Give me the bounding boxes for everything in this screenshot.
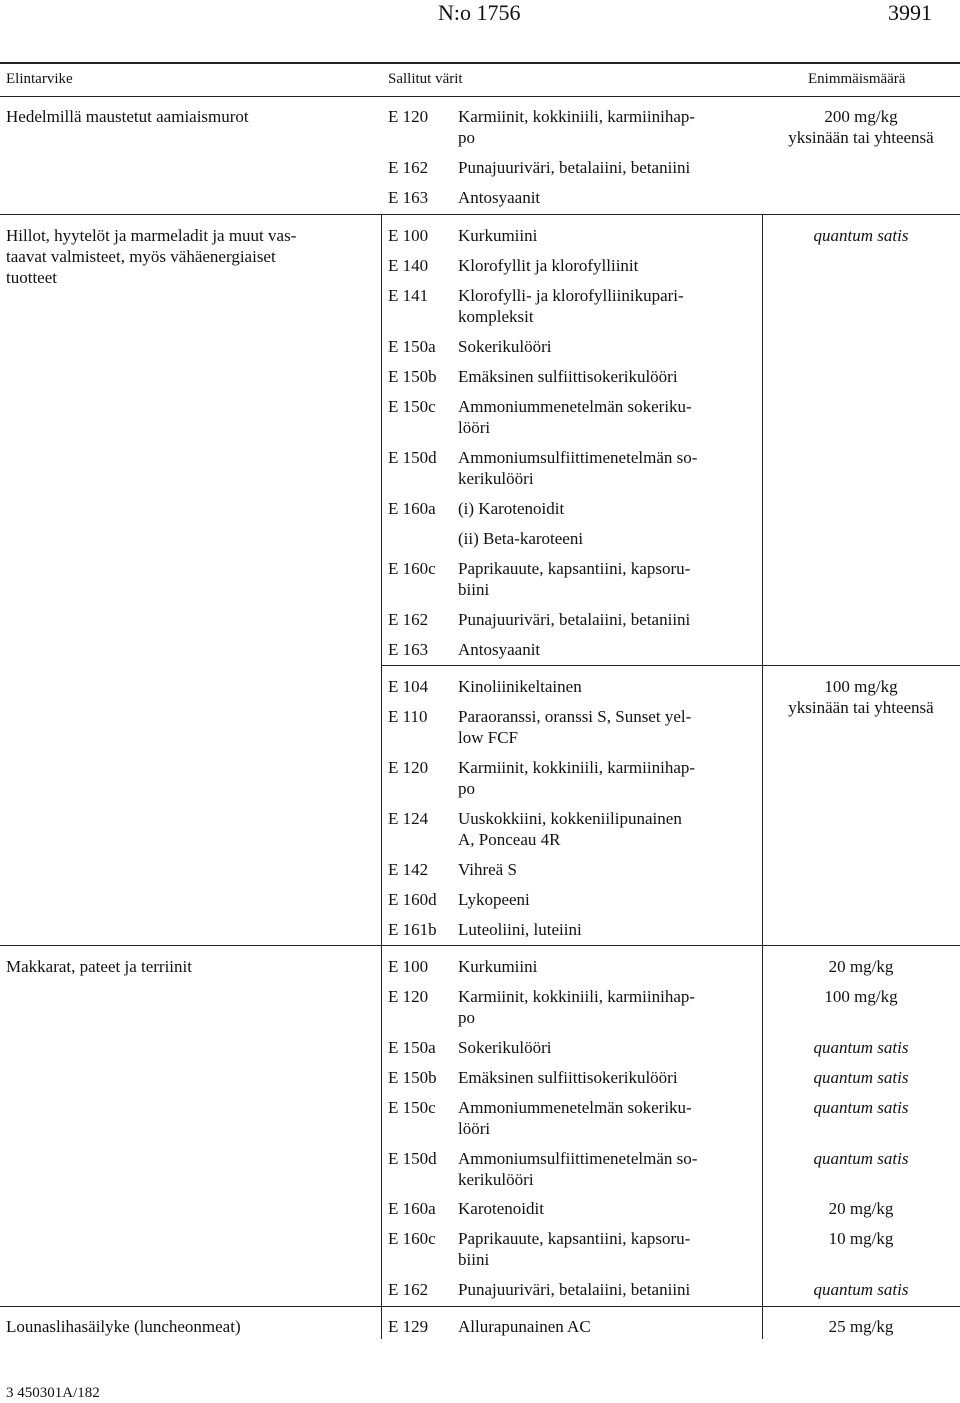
colour-name: Punajuuriväri, betalaiini, betaniini	[458, 610, 691, 629]
colour-code: E 150a	[388, 1038, 436, 1057]
colour-name: Paprikauute, kapsantiini, kapsoru-	[458, 1229, 691, 1248]
section-rule	[0, 1306, 960, 1307]
colour-name: Karmiinit, kokkiniili, karmiinihap-	[458, 107, 696, 126]
colour-code: E 160a	[388, 1199, 436, 1218]
max-amount: 200 mg/kg	[824, 107, 898, 126]
footer-reference: 3 450301A/182	[6, 1385, 100, 1401]
max-amount: 10 mg/kg	[828, 1229, 894, 1248]
colour-name: Sokerikulööri	[458, 1038, 552, 1057]
colour-code: E 100	[388, 226, 429, 245]
colour-name: Ammoniummenetelmän sokeriku-	[458, 397, 692, 416]
colour-name: Vihreä S	[458, 860, 517, 879]
colour-name: Punajuuriväri, betalaiini, betaniini	[458, 1280, 691, 1299]
colour-code: E 120	[388, 758, 429, 777]
colour-code: E 110	[388, 707, 428, 726]
colour-name: Klorofyllit ja klorofylliinit	[458, 256, 639, 275]
colour-name: kerikulööri	[458, 469, 534, 488]
colour-name: Karotenoidit	[458, 1199, 544, 1218]
colour-name: Allurapunainen AC	[458, 1317, 591, 1336]
colour-name: Kurkumiini	[458, 957, 538, 976]
max-amount: quantum satis	[813, 1280, 909, 1299]
food-name: Hillot, hyytelöt ja marmeladit ja muut vas-	[6, 226, 297, 245]
colour-code: E 162	[388, 1280, 429, 1299]
colour-code: E 104	[388, 677, 429, 696]
max-amount: quantum satis	[813, 1149, 909, 1168]
column-header-max: Enimmäismäärä	[808, 71, 906, 87]
max-amount: quantum satis	[813, 226, 909, 245]
colour-code: E 162	[388, 158, 429, 177]
colour-code: E 150b	[388, 1068, 437, 1087]
food-name: Lounaslihasäilyke (luncheonmeat)	[6, 1317, 241, 1336]
colour-code: E 150c	[388, 1098, 436, 1117]
max-amount: yksinään tai yhteensä	[788, 698, 934, 717]
colour-name: po	[458, 1008, 475, 1027]
colour-code: E 163	[388, 640, 429, 659]
colour-code: E 163	[388, 188, 429, 207]
colour-name: Klorofylli- ja klorofylliinikupari-	[458, 286, 684, 305]
colour-name: Antosyaanit	[458, 188, 541, 207]
max-amount: quantum satis	[813, 1068, 909, 1087]
colour-name: (i) Karotenoidit	[458, 499, 565, 518]
colour-code: E 160a	[388, 499, 436, 518]
colour-name: kerikulööri	[458, 1170, 534, 1189]
colour-name: lööri	[458, 1119, 491, 1138]
colour-name: Ammoniummenetelmän sokeriku-	[458, 1098, 692, 1117]
colour-name: biini	[458, 580, 490, 599]
colour-name: Lykopeeni	[458, 890, 530, 909]
column-header-colours: Sallitut värit	[388, 71, 463, 87]
colour-code: E 150a	[388, 337, 436, 356]
max-amount: quantum satis	[813, 1098, 909, 1117]
colour-code: E 160d	[388, 890, 437, 909]
food-name: Hedelmillä maustetut aamiaismurot	[6, 107, 249, 126]
colour-name: Paraoranssi, oranssi S, Sunset yel-	[458, 707, 692, 726]
food-name: taavat valmisteet, myös vähäenergiaiset	[6, 247, 276, 266]
colour-name: A, Ponceau 4R	[458, 830, 561, 849]
colour-name: Ammoniumsulfiittimenetelmän so-	[458, 1149, 698, 1168]
colour-code: E 150c	[388, 397, 436, 416]
colour-name: Emäksinen sulfiittisokerikulööri	[458, 1068, 678, 1087]
column-header-food: Elintarvike	[6, 71, 73, 87]
colour-name: Punajuuriväri, betalaiini, betaniini	[458, 158, 691, 177]
colour-name: Kinoliinikeltainen	[458, 677, 582, 696]
colour-code: E 141	[388, 286, 429, 305]
section-rule	[0, 945, 960, 946]
colour-code: E 161b	[388, 920, 437, 939]
colour-code: E 150d	[388, 448, 437, 467]
column-divider-1	[381, 214, 382, 1339]
colour-name: Antosyaanit	[458, 640, 541, 659]
colour-code: E 100	[388, 957, 429, 976]
colour-name: po	[458, 128, 475, 147]
colour-code: E 120	[388, 987, 429, 1006]
food-name: tuotteet	[6, 268, 57, 287]
colour-code: E 120	[388, 107, 429, 126]
colour-code: E 124	[388, 809, 429, 828]
colour-name: lööri	[458, 418, 491, 437]
page-number: 3991	[888, 0, 932, 25]
max-amount: yksinään tai yhteensä	[788, 128, 934, 147]
colour-name: Emäksinen sulfiittisokerikulööri	[458, 367, 678, 386]
colour-name: Uuskokkiini, kokkeniilipunainen	[458, 809, 682, 828]
colour-name: Ammoniumsulfiittimenetelmän so-	[458, 448, 698, 467]
colour-code: E 140	[388, 256, 429, 275]
header-rule	[0, 96, 960, 97]
colour-name: Luteoliini, luteiini	[458, 920, 582, 939]
max-amount: 20 mg/kg	[828, 1199, 894, 1218]
colour-code: E 160c	[388, 1229, 436, 1248]
max-amount: 20 mg/kg	[828, 957, 894, 976]
colour-name: biini	[458, 1250, 490, 1269]
colour-name: Karmiinit, kokkiniili, karmiinihap-	[458, 758, 696, 777]
colour-name: Kurkumiini	[458, 226, 538, 245]
colour-name: low FCF	[458, 728, 518, 747]
colour-code: E 142	[388, 860, 429, 879]
max-amount: 100 mg/kg	[824, 987, 898, 1006]
colour-name: (ii) Beta-karoteeni	[458, 529, 584, 548]
colour-name: po	[458, 779, 475, 798]
max-amount: 100 mg/kg	[824, 677, 898, 696]
max-amount: quantum satis	[813, 1038, 909, 1057]
colour-name: kompleksit	[458, 307, 534, 326]
column-divider-2	[762, 214, 763, 1339]
colour-name: Paprikauute, kapsantiini, kapsoru-	[458, 559, 691, 578]
table-top-rule	[0, 62, 960, 64]
food-name: Makkarat, pateet ja terriinit	[6, 957, 192, 976]
colour-code: E 160c	[388, 559, 436, 578]
colour-code: E 129	[388, 1317, 429, 1336]
colour-code: E 150d	[388, 1149, 437, 1168]
colour-code: E 162	[388, 610, 429, 629]
colour-code: E 150b	[388, 367, 437, 386]
doc-number: N:o 1756	[438, 0, 521, 25]
max-amount: 25 mg/kg	[828, 1317, 894, 1336]
colour-name: Sokerikulööri	[458, 337, 552, 356]
section-rule	[381, 665, 960, 666]
colour-name: Karmiinit, kokkiniili, karmiinihap-	[458, 987, 696, 1006]
section-rule	[0, 214, 960, 215]
